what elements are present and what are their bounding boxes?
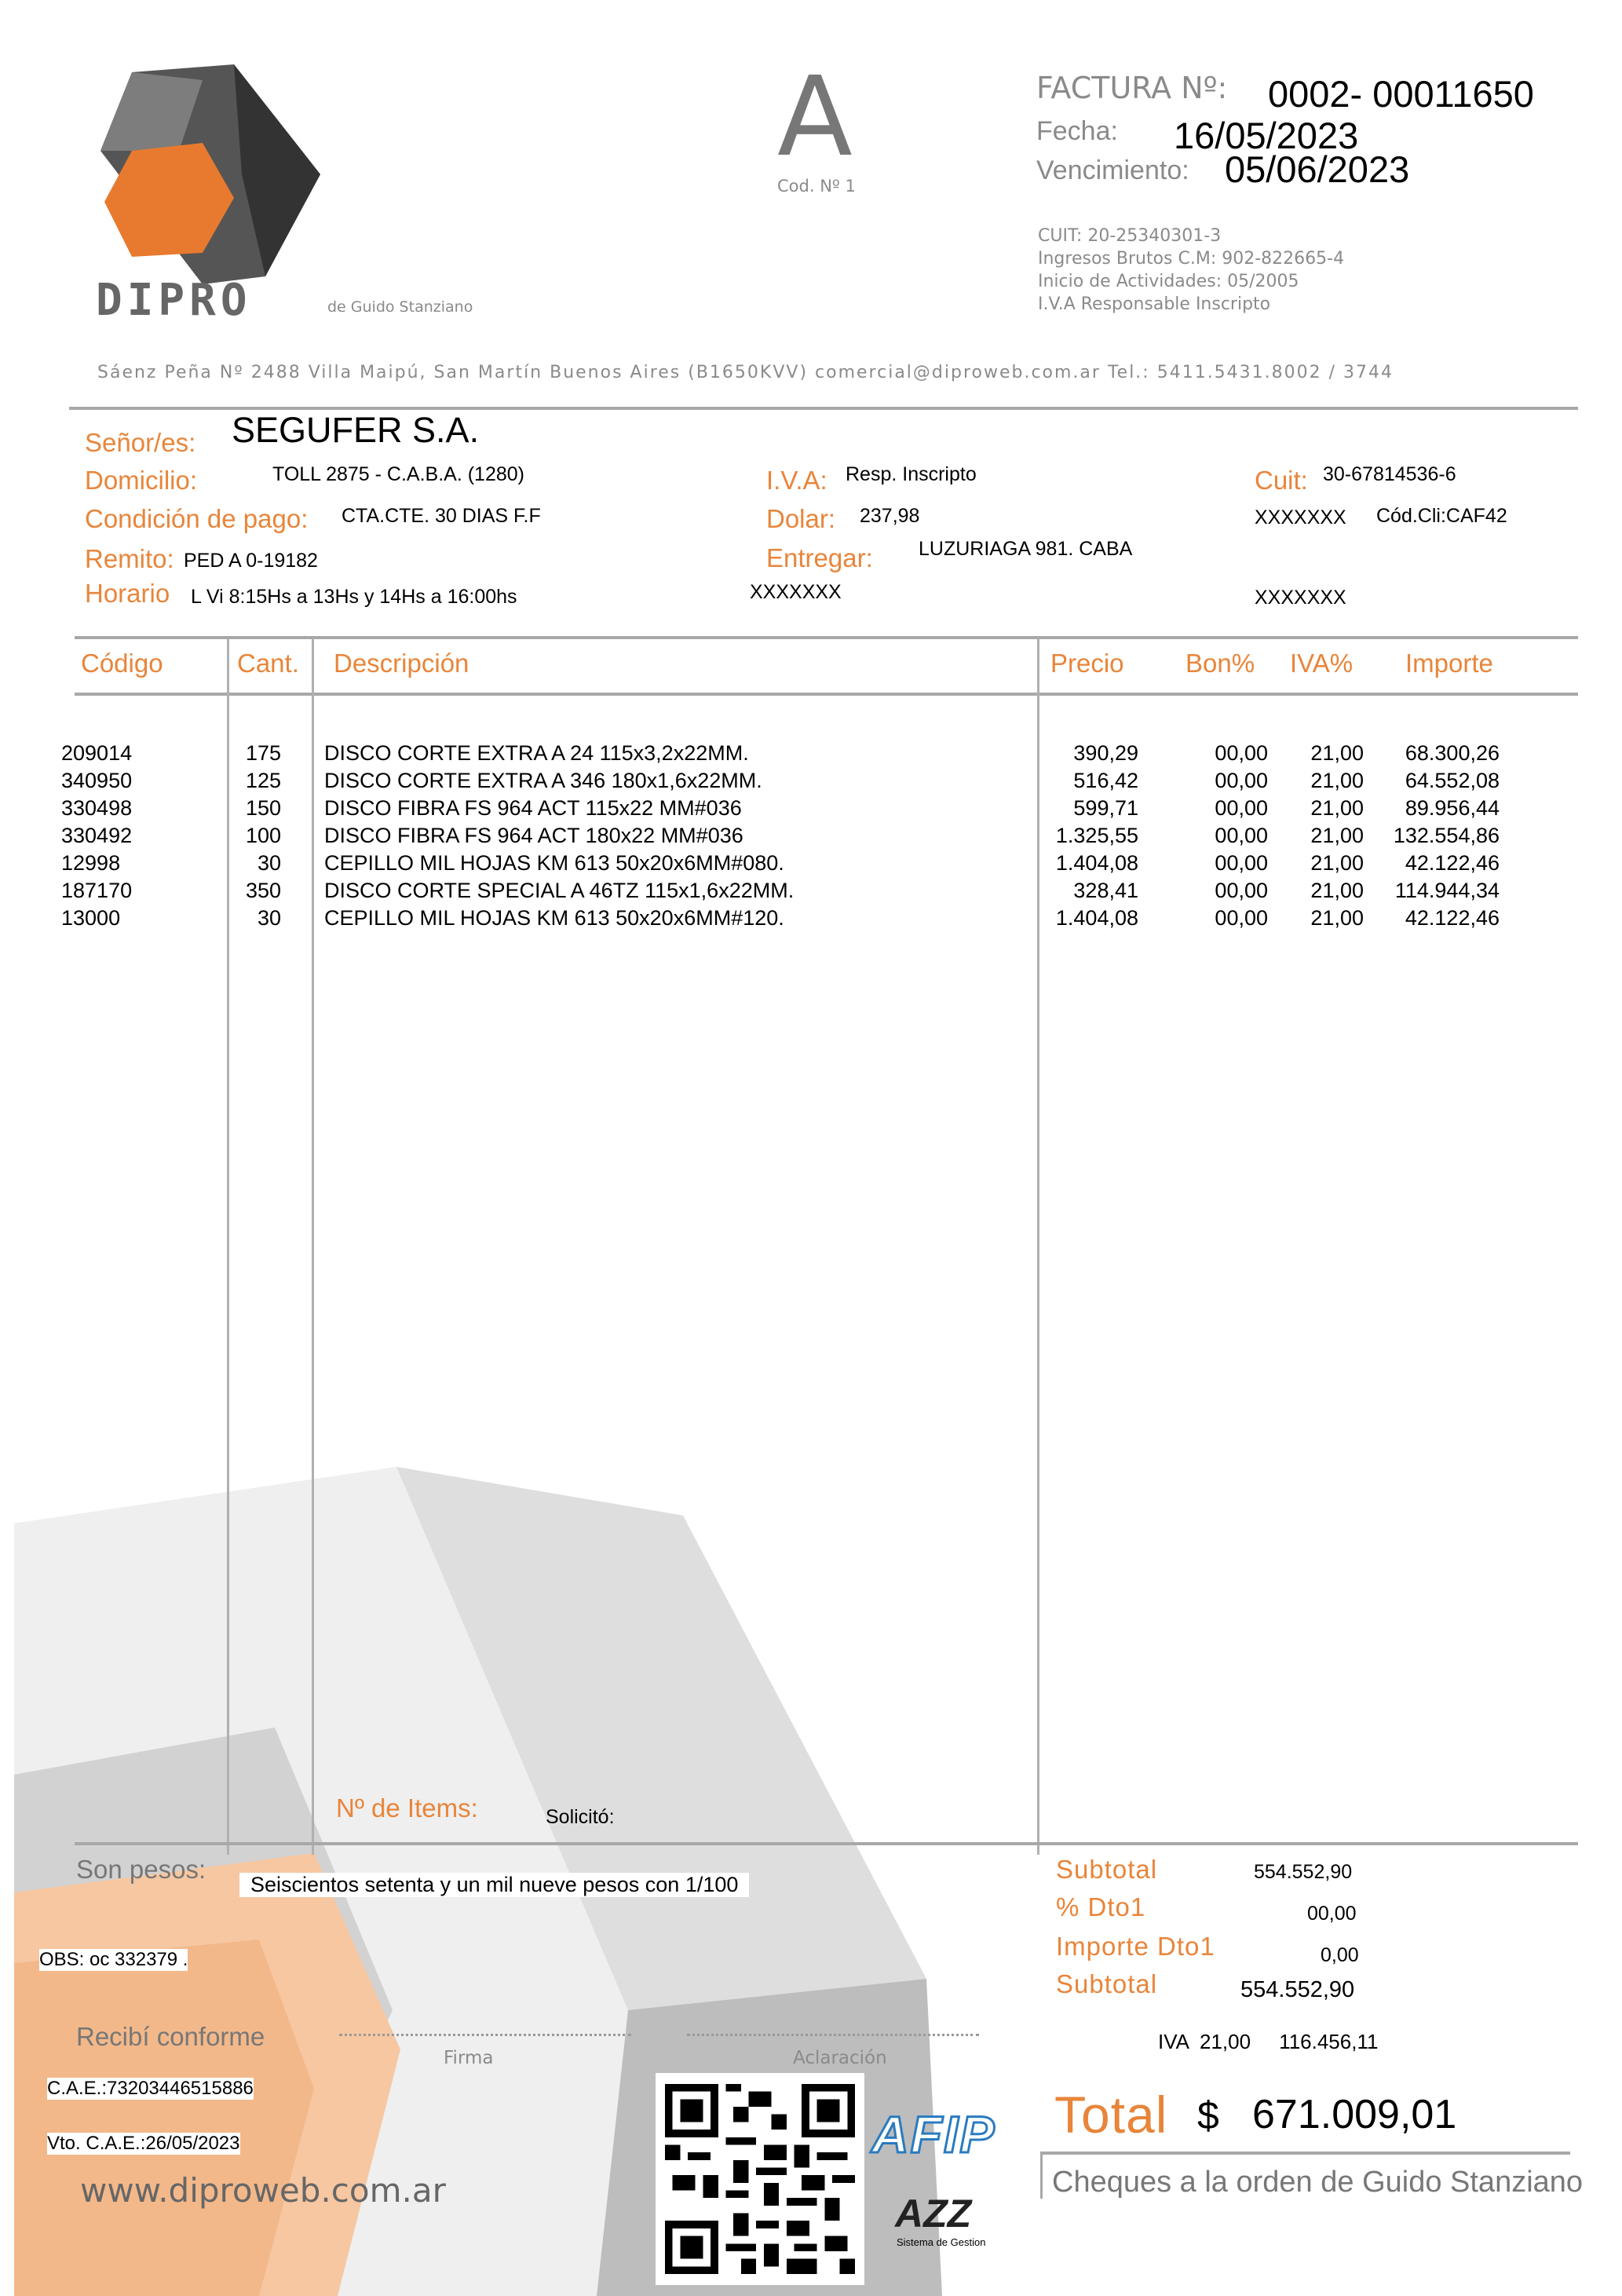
vencimiento: 05/06/2023 [1225,148,1410,190]
cell-precio: 516,42 [1073,769,1138,792]
cell-iva: 21,00 [1310,824,1364,847]
masked-field: XXXXXXX [750,581,842,603]
cheques-note: Cheques a la orden de Guido Stanziano [1052,2166,1584,2199]
cell-iva: 21,00 [1310,769,1364,792]
solicito: Solicitó: [546,1806,615,1828]
cell-codigo: 13000 [61,906,121,930]
remito: PED A 0-19182 [184,550,318,572]
cell-bon: 00,00 [1215,879,1268,902]
invoice-number-label: FACTURA Nº: [1036,71,1228,105]
logo-text: DIPRO [96,275,252,326]
cell-descripcion: DISCO CORTE EXTRA A 24 115x3,2x22MM. [324,741,749,765]
masked-field: XXXXXXX [1255,506,1346,528]
afip-logo: AFIP [871,2105,996,2163]
table-top-line [75,636,1578,639]
horario-label: Horario [85,579,170,608]
condicion-label: Condición de pago: [85,504,309,533]
cell-descripcion: DISCO FIBRA FS 964 ACT 115x22 MM#036 [324,796,742,820]
dto-label: % Dto1 [1056,1892,1146,1921]
cell-precio: 599,71 [1073,796,1138,820]
dolar-label: Dolar: [766,504,836,533]
cell-importe: 89.956,44 [1405,796,1500,820]
header-iva: IVA% [1290,649,1353,678]
cell-importe: 114.944,34 [1394,879,1500,902]
cell-importe: 42.122,46 [1405,851,1500,875]
subtotal-label: Subtotal [1056,1855,1158,1884]
cell-iva: 21,00 [1310,851,1364,875]
divider [1040,2152,1043,2199]
cell-descripcion: DISCO CORTE SPECIAL A 46TZ 115x1,6x22MM. [324,879,795,902]
cell-cant: 150 [245,796,281,820]
items-label: Nº de Items: [336,1793,478,1823]
cell-cant: 175 [245,741,281,765]
cell-iva: 21,00 [1310,741,1364,765]
fecha: 16/05/2023 [1174,115,1359,156]
owner-name: de Guido Stanziano [327,298,473,316]
cell-codigo: 330498 [61,796,133,820]
importe-dto: 0,00 [1321,1944,1359,1966]
cuit-label: Cuit: [1255,466,1308,495]
entregar: LUZURIAGA 981. CABA [919,538,1133,560]
qr-code-icon [656,2073,864,2285]
cell-codigo: 12998 [61,851,121,875]
invoice-type: A [777,53,853,181]
firma-label: Firma [444,2048,494,2068]
iva-condition: Resp. Inscripto [846,463,977,485]
cell-bon: 00,00 [1215,796,1268,820]
cell-iva: 21,00 [1310,796,1364,820]
company-tax-info [1038,225,1344,316]
cell-cant: 125 [245,769,281,792]
table-row [0,796,1622,824]
azz-logo: AZZ [895,2192,972,2236]
iva-label: I.V.A: [766,466,827,495]
header-descripcion: Descripción [334,649,469,678]
table-row [0,824,1622,851]
importe-dto-label: Importe Dto1 [1056,1932,1215,1961]
aclaracion-label: Aclaración [793,2048,887,2068]
cell-precio: 328,41 [1073,879,1138,902]
cell-importe: 64.552,08 [1405,769,1500,792]
company-iibb: Ingresos Brutos C.M: 902-822665-4 [1038,249,1345,269]
cell-codigo: 209014 [61,741,133,765]
azz-subtitle: Sistema de Gestion [897,2236,986,2248]
cell-codigo: 330492 [61,824,133,847]
cell-precio: 1.404,08 [1055,906,1138,930]
cell-iva: 21,00 [1310,879,1364,902]
vencimiento-label: Vencimiento: [1036,155,1189,185]
cell-bon: 00,00 [1215,769,1268,792]
cell-importe: 68.300,26 [1405,741,1500,765]
subtotal2: 554.552,90 [1240,1977,1355,2002]
cell-descripcion: CEPILLO MIL HOJAS KM 613 50x20x6MM#120. [324,906,784,930]
domicilio: TOLL 2875 - C.A.B.A. (1280) [272,463,524,485]
cell-precio: 390,29 [1073,741,1138,765]
company-inicio: Inicio de Actividades: 05/2005 [1038,272,1299,291]
invoice-cod: Cod. Nº 1 [777,177,856,196]
cell-codigo: 340950 [61,769,133,792]
subtotal2-label: Subtotal [1056,1969,1158,1998]
condicion: CTA.CTE. 30 DIAS F.F [342,505,541,527]
client-cuit: 30-67814536-6 [1323,463,1456,485]
header-codigo: Código [81,649,163,678]
cell-codigo: 187170 [61,879,133,902]
table-row [0,879,1622,906]
dto: 00,00 [1307,1903,1357,1925]
cell-bon: 00,00 [1215,851,1268,875]
cell-precio: 1.325,55 [1055,824,1138,847]
company-cuit: CUIT: 20-25340301-3 [1038,226,1222,246]
vto-cae: Vto. C.A.E.:26/05/2023 [47,2133,240,2154]
cell-importe: 42.122,46 [1405,906,1500,930]
header-bon: Bon% [1185,649,1255,678]
cell-bon: 00,00 [1215,741,1268,765]
horario: L Vi 8:15Hs a 13Hs y 14Hs a 16:00hs [191,586,517,608]
cell-cant: 30 [257,851,281,875]
iva-total: IVA 21,00 116.456,11 [1158,2030,1379,2053]
cell-iva: 21,00 [1310,906,1364,930]
cell-cant: 30 [257,906,281,930]
total-label: Total [1054,2086,1168,2144]
client-code: Cód.Cli:CAF42 [1376,505,1507,527]
senor-label: Señor/es: [85,428,196,457]
header-importe: Importe [1405,649,1493,678]
header-precio: Precio [1050,649,1124,678]
dipro-logo-icon [85,64,320,300]
invoice-number: 0002- 00011650 [1268,73,1534,115]
cell-bon: 00,00 [1215,906,1268,930]
entregar-label: Entregar: [766,543,873,572]
divider [75,1842,1578,1845]
recibi-conforme: Recibí conforme [76,2022,265,2051]
client-name: SEGUFER S.A. [232,410,480,450]
table-row [0,906,1622,934]
table-row [0,851,1622,879]
son-pesos-label: Son pesos: [76,1855,206,1884]
total: 671.009,01 [1252,2092,1457,2137]
table-row [0,741,1622,769]
cell-bon: 00,00 [1215,824,1268,847]
company-iva: I.V.A Responsable Inscripto [1038,294,1271,314]
cell-importe: 132.554,86 [1393,824,1500,847]
cell-cant: 350 [245,879,281,902]
table-header-line [75,693,1578,696]
firma-line [339,2034,631,2036]
divider [1040,2152,1570,2155]
cell-cant: 100 [245,824,281,847]
cell-descripcion: DISCO CORTE EXTRA A 346 180x1,6x22MM. [324,769,762,792]
son-pesos: Seiscientos setenta y un mil nueve pesos con 1/100 [239,1873,749,1897]
company-address: Sáenz Peña Nº 2488 Villa Maipú, San Martín Buenos Aires (B1650KVV) comercial@diproweb.com.ar Tel.: 5411.5431.8002 / 3744 [97,363,1394,382]
currency-symbol: $ [1197,2093,1219,2137]
table-row [0,769,1622,796]
fecha-label: Fecha: [1036,116,1118,146]
cae: C.A.E.:73203446515886 [47,2078,254,2099]
header-cant: Cant. [237,649,299,678]
dolar: 237,98 [860,505,920,527]
domicilio-label: Domicilio: [85,466,198,495]
remito-label: Remito: [85,544,174,573]
website: www.diproweb.com.ar [80,2171,446,2210]
cell-descripcion: CEPILLO MIL HOJAS KM 613 50x20x6MM#080. [324,851,784,875]
subtotal: 554.552,90 [1254,1861,1353,1883]
observaciones: OBS: oc 332379 . [39,1949,188,1970]
masked-field: XXXXXXX [1255,587,1346,609]
aclaracion-line [687,2034,979,2036]
cell-precio: 1.404,08 [1055,851,1138,875]
cell-descripcion: DISCO FIBRA FS 964 ACT 180x22 MM#036 [324,824,743,847]
